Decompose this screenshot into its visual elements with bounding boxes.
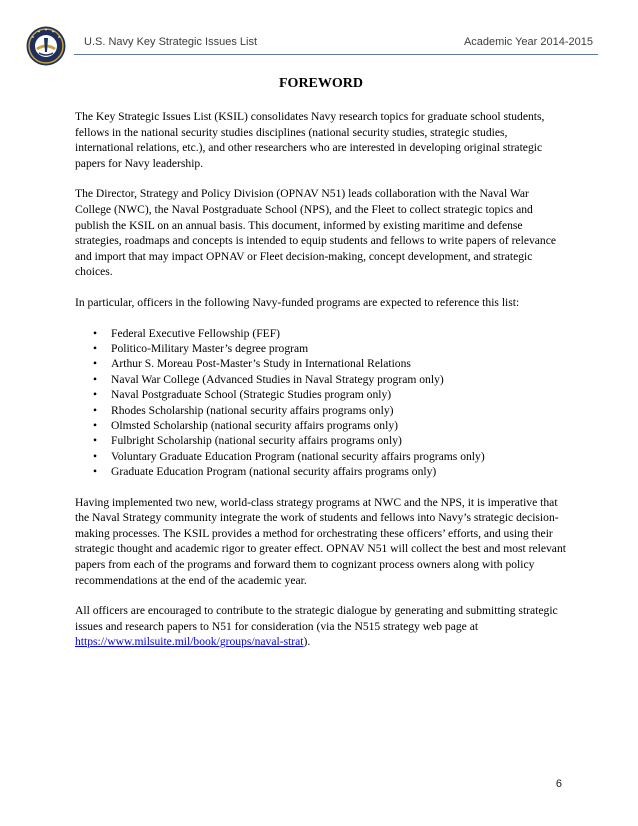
list-item <box>75 372 567 387</box>
paragraph-intro: The Key Strategic Issues List (KSIL) consolidates Navy research topics for graduate school students, fellows in the national security studies disciplines (national security studies, strategic studies, international relations, etc.), and other researchers who are interested in developing original strategic papers for Navy leadership. <box>75 110 545 170</box>
call-to-action-text: All officers are encouraged to contribute to the strategic dialogue by generating and submitting strategic issues and research papers to N51 for consideration (via the N515 strategy web page at <box>75 604 558 633</box>
list-item-text: Graduate Education Program (national security affairs programs only) <box>111 465 437 479</box>
list-item-text: Arthur S. Moreau Post-Master’s Study in International Relations <box>111 357 411 371</box>
bullet-icon: • <box>93 418 98 432</box>
list-item-text: Rhodes Scholarship (national security affairs programs only) <box>111 403 394 417</box>
header-document-title: U.S. Navy Key Strategic Issues List <box>84 36 258 48</box>
paragraph-director: The Director, Strategy and Policy Division (OPNAV N51) leads collaboration with the Naval War College (NWC), the Naval Postgraduate School (NPS), and the Fleet to collect strategic topics and publish the KSIL on an annual basis. This document, informed by existing maritime and defense strategies, roadmaps and concepts is intended to equip students and fellows to write papers of relevance and import that may impact OPNAV or Fleet decision-making, concept development, and strategic choices. <box>75 187 556 279</box>
bullet-icon: • <box>93 449 98 463</box>
list-item <box>75 326 567 341</box>
list-item-text: Olmsted Scholarship (national security affairs programs only) <box>111 418 398 432</box>
list-item <box>75 418 567 433</box>
bullet-icon: • <box>93 357 98 371</box>
page-number: 6 <box>555 778 562 790</box>
list-item <box>75 403 567 418</box>
naval-strat-link[interactable]: https://www.milsuite.mil/book/groups/naval-strat <box>75 635 304 649</box>
bullet-icon: • <box>93 372 98 386</box>
bullet-icon: • <box>93 403 98 417</box>
page-title: FOREWORD <box>279 76 363 91</box>
page-body <box>75 76 567 665</box>
paragraph-call-to-action <box>75 603 567 650</box>
list-item <box>75 341 567 356</box>
list-item <box>75 356 567 371</box>
bullet-icon: • <box>93 434 98 448</box>
list-item-text: Fulbright Scholarship (national security affairs programs only) <box>111 434 402 448</box>
bullet-icon: • <box>93 465 98 479</box>
list-item-text: Naval Postgraduate School (Strategic Studies program only) <box>111 388 392 402</box>
header-academic-year: Academic Year 2014-2015 <box>463 36 593 48</box>
programs-list <box>75 326 567 480</box>
page-header <box>0 0 638 64</box>
bullet-icon: • <box>93 341 98 355</box>
list-item-text: Federal Executive Fellowship (FEF) <box>111 326 281 340</box>
list-item-text: Voluntary Graduate Education Program (national security affairs programs only) <box>111 449 485 463</box>
bullet-icon: • <box>93 326 98 340</box>
list-item <box>75 464 567 479</box>
call-to-action-end: ). <box>303 635 311 649</box>
list-item <box>75 433 567 448</box>
list-item <box>75 449 567 464</box>
paragraph-strategy-programs: Having implemented two new, world-class strategy programs at NWC and the NPS, it is imperative that the Naval Strategy community integrate the work of students and fellows into Navy’s strategic decision-making processes. The KSIL provides a method for orchestrating these officers’ efforts, and using their strategic thought and academic rigor to greater effect. OPNAV N51 will collect the best and most relevant papers from each of the programs and forward them to cognizant process owners along with policy recommendations at the end of the academic year. <box>75 495 566 587</box>
bullet-icon: • <box>93 388 98 402</box>
list-item-text: Naval War College (Advanced Studies in Naval Strategy program only) <box>111 372 444 386</box>
list-item-text: Politico-Military Master’s degree program <box>111 341 309 355</box>
paragraph-programs-intro: In particular, officers in the following Navy-funded programs are expected to reference this list: <box>75 295 520 309</box>
navy-seal-icon <box>26 26 66 66</box>
list-item <box>75 387 567 402</box>
header-rule <box>74 54 598 55</box>
